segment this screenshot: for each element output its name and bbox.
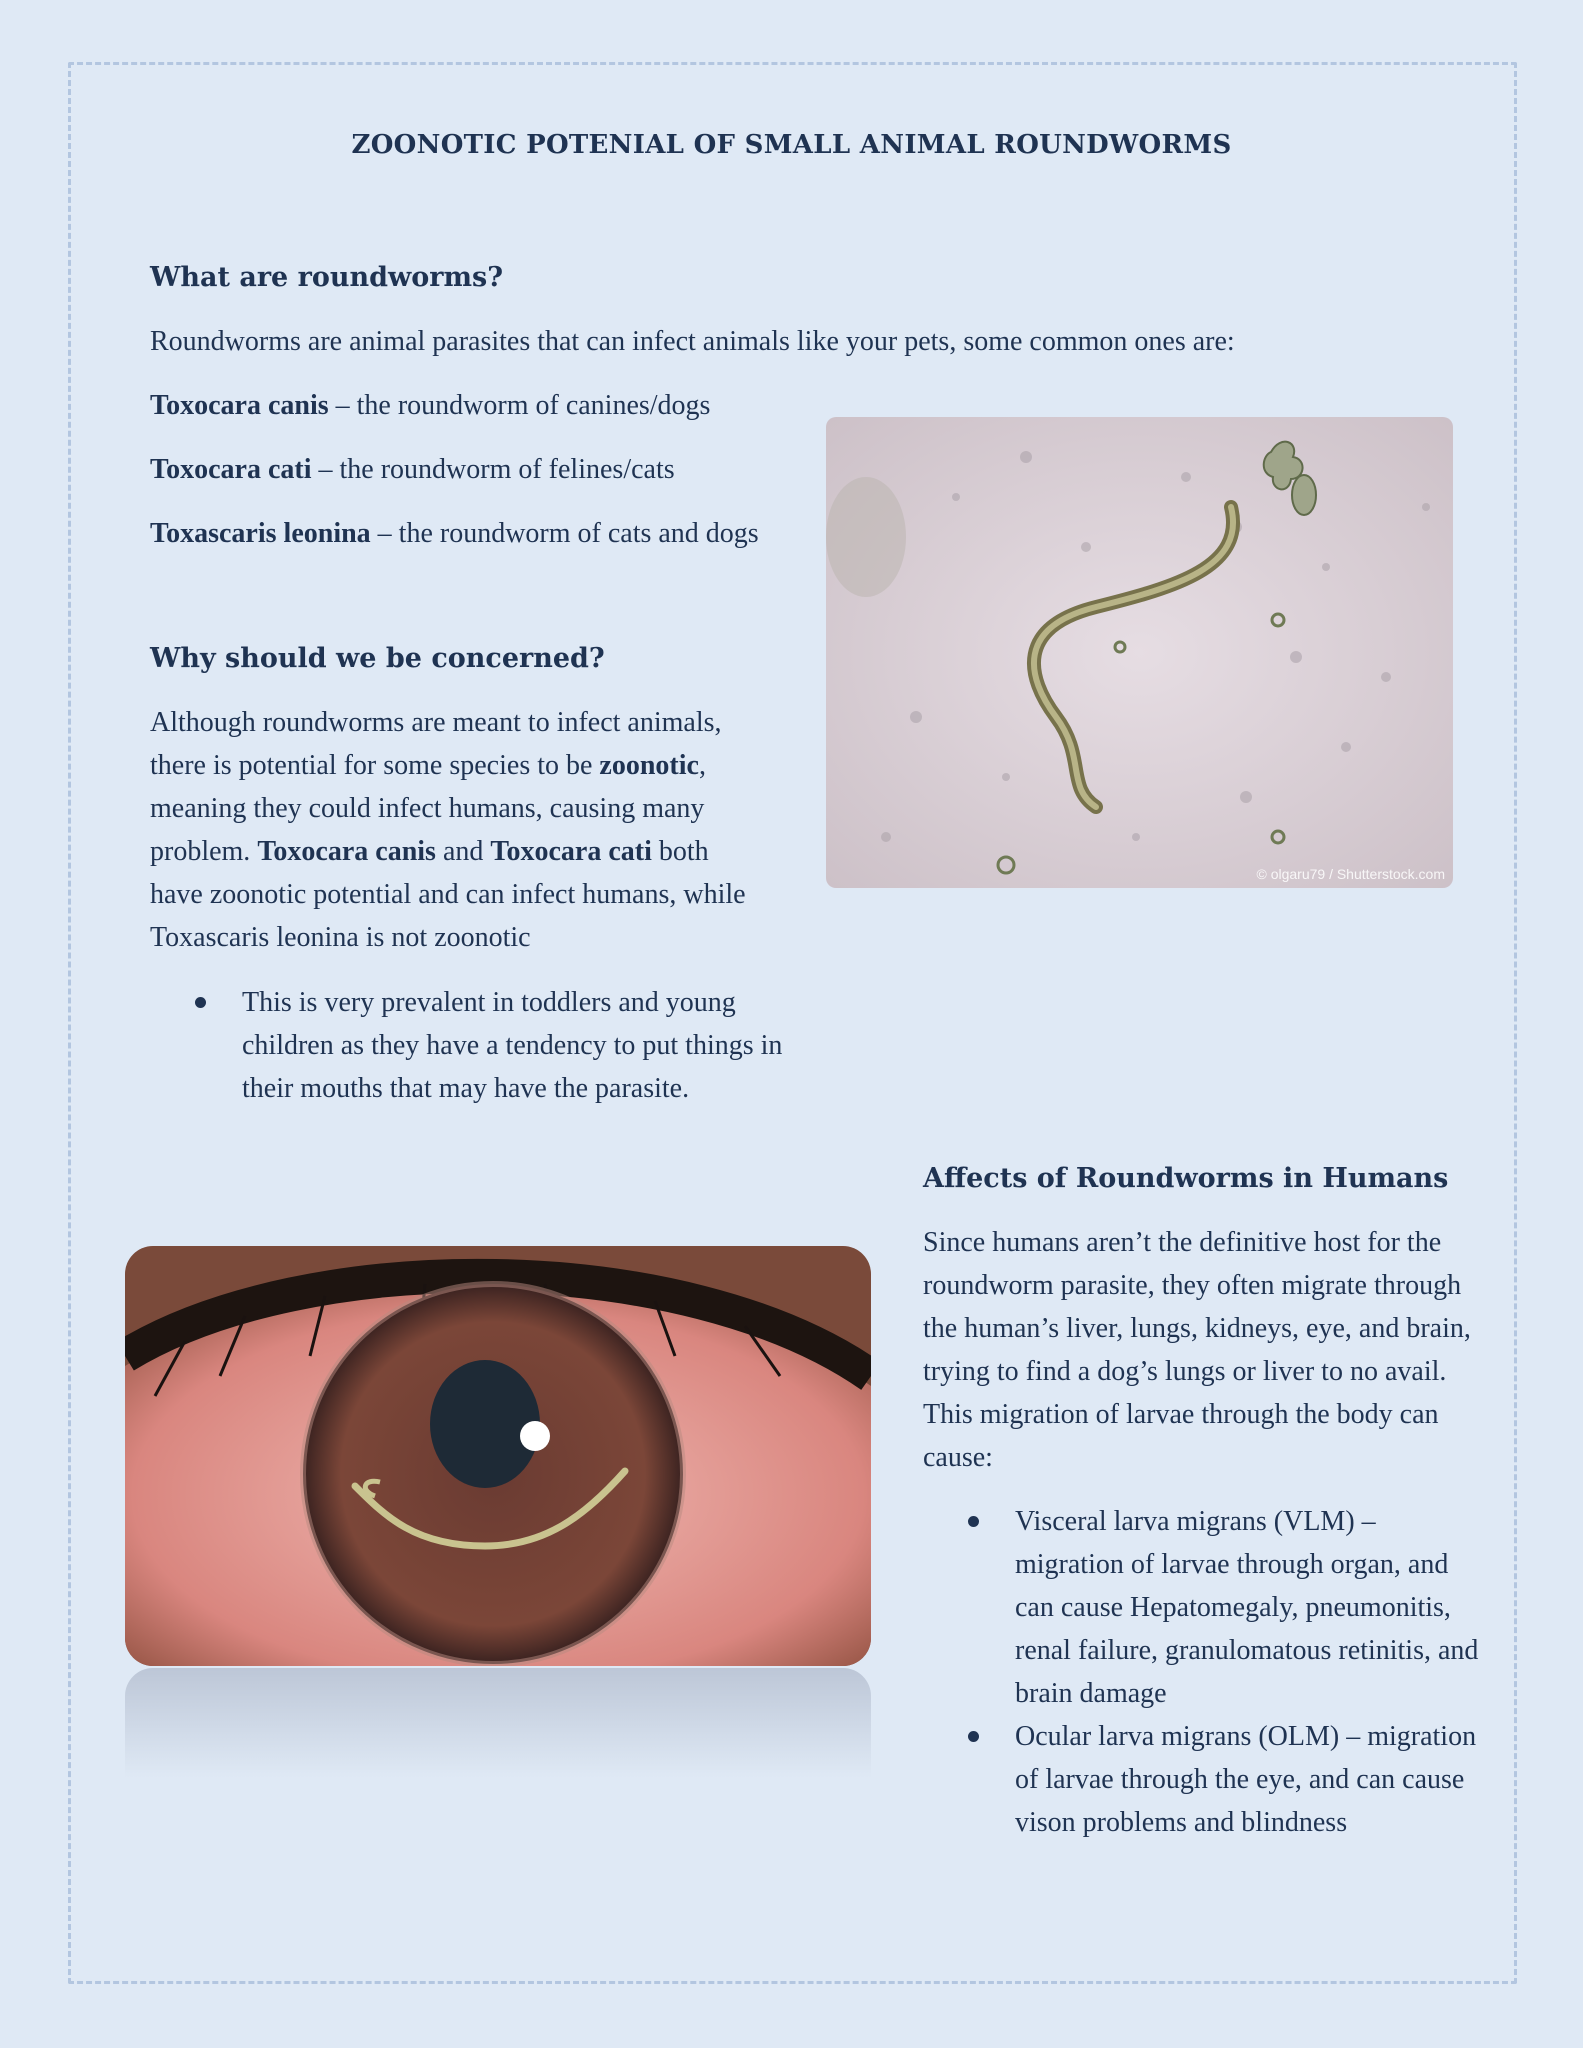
species-name: Toxascaris leonina [150,518,371,549]
list-item-text: Ocular larva migrans (OLM) – migration of larvae through the eye, and can cause vison problems and blindness [1015,1721,1477,1838]
species-desc: – the roundworm of felines/cats [311,454,675,485]
bullet-icon [968,1731,979,1742]
text-run: Although roundworms are meant to infect animals, there is potential for some species to be [150,707,722,781]
roundworm-microscope-image [826,417,1453,888]
species-desc: – the roundworm of cats and dogs [370,518,759,549]
image-credit: © olgaru79 / Shutterstock.com [1256,866,1445,882]
roundworm-illustration [826,417,1453,888]
list-item [923,1500,1488,1715]
eye-illustration [125,1246,871,1666]
text-run-bold: zoonotic [599,750,699,781]
species-name: Toxocara canis [150,390,329,421]
list-item-text: Visceral larva migrans (VLM) – migration of larvae through organ, and can cause Hepatomegaly, pneumonitis, renal failure, granulomatous retinitis, and brain damage [1015,1506,1479,1709]
affects-paragraph: Since humans aren’t the definitive host for the roundworm parasite, they often migrate through the human’s liver, lungs, kidneys, eye, and brain, trying to find a dog’s lungs or liver to no avail. This migration of larvae through the body can cause: [923,1227,1471,1473]
text-run-bold: Toxocara canis [257,836,436,867]
species-line-1 [150,384,710,427]
heading-why-concerned: Why should we be concerned? [150,643,605,674]
text-run: and [435,836,491,867]
text-run-bold: Toxocara cati [490,836,652,867]
concern-bullets [150,981,810,1110]
intro-paragraph: Roundworms are animal parasites that can infect animals like your pets, some common ones are: [150,326,1235,357]
species-line-3 [150,512,759,555]
bullet-icon [195,997,206,1008]
species-line-2 [150,448,675,491]
text-run: both have zoonotic potential and can infect humans, while Toxascaris leonina is not zoonotic [150,836,746,953]
heading-what-are-roundworms: What are roundworms? [150,262,504,293]
list-item [923,1715,1488,1844]
text-run: , meaning they could infect humans, causing many problem. [150,750,706,867]
ocular-larva-eye-image [125,1246,871,1666]
bullet-icon [968,1516,979,1527]
species-name: Toxocara cati [150,454,312,485]
heading-affects-in-humans: Affects of Roundworms in Humans [923,1163,1449,1194]
image-reflection [125,1668,871,1778]
list-item-text: This is very prevalent in toddlers and young children as they have a tendency to put things in their mouths that may have the parasite. [242,987,783,1104]
concern-paragraph [150,701,765,959]
list-item [150,981,810,1110]
species-desc: – the roundworm of canines/dogs [328,390,711,421]
page-title: ZOONOTIC POTENIAL OF SMALL ANIMAL ROUNDWORMS [351,130,1232,160]
affects-bullets [923,1500,1488,1844]
